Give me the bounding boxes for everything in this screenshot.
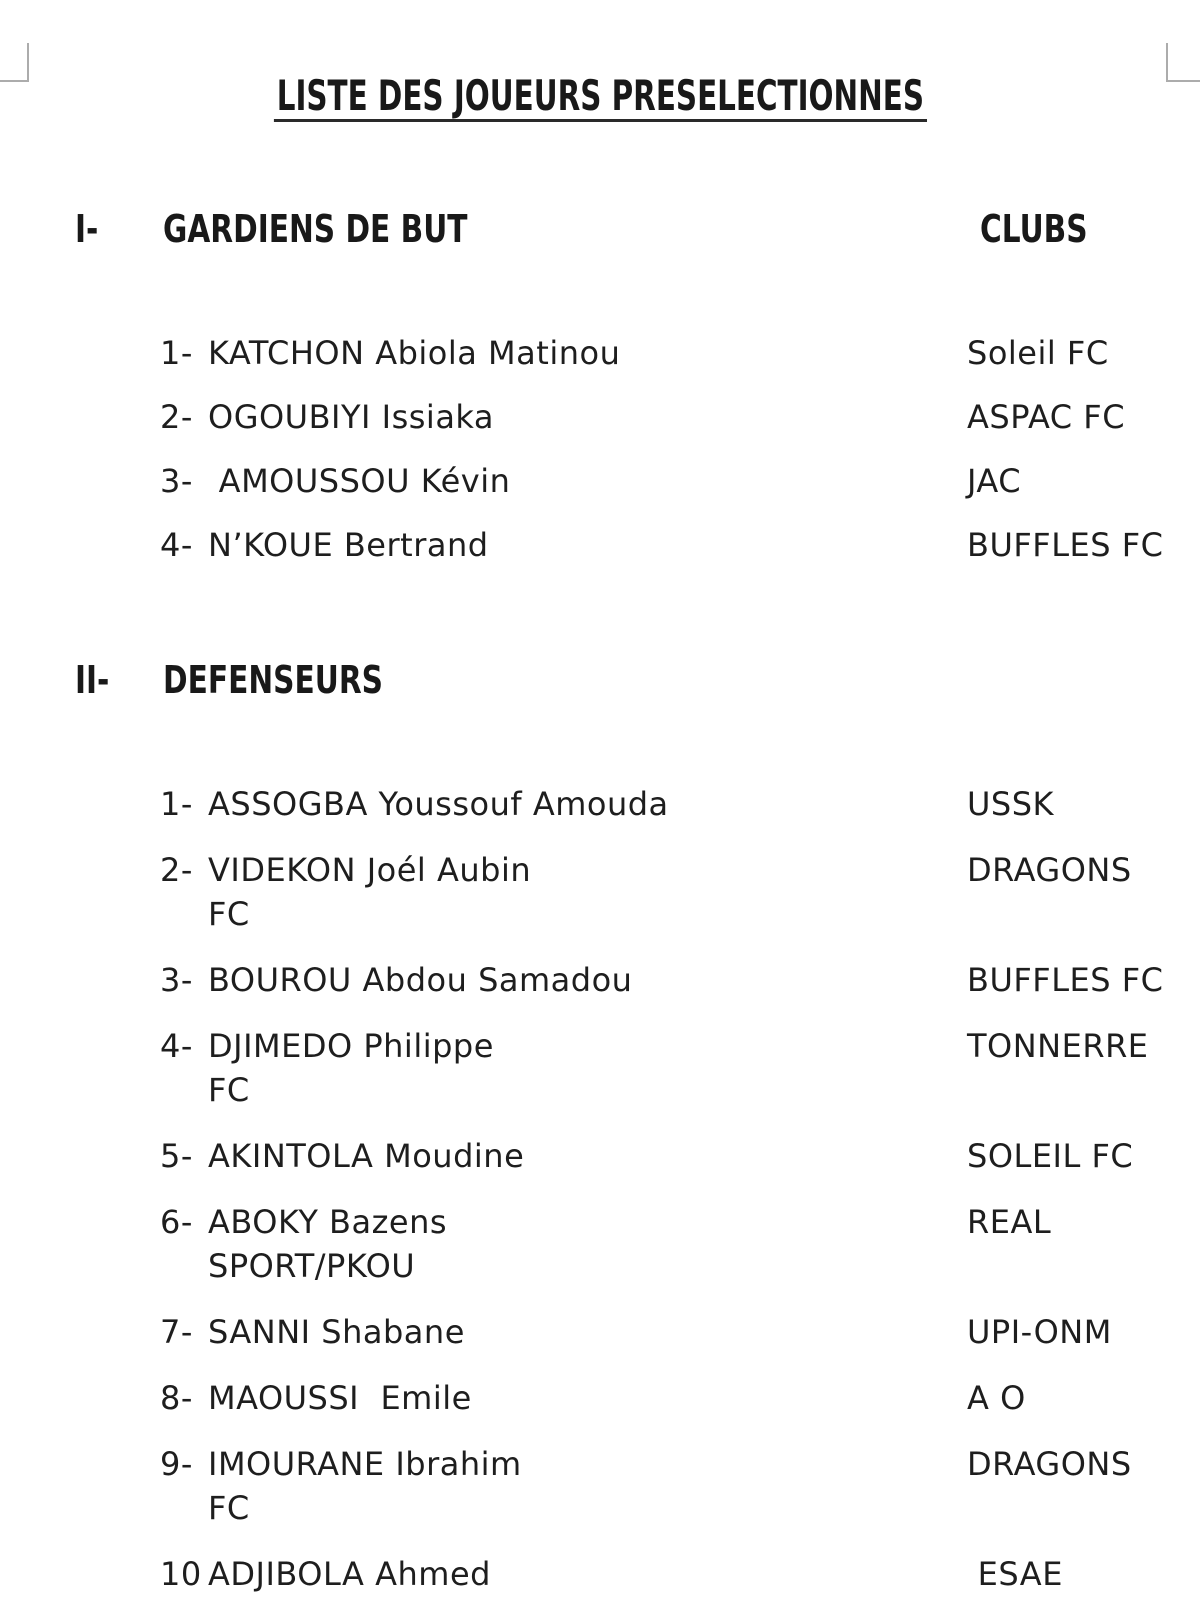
player-name: ABOKY Bazens — [208, 1203, 448, 1241]
player-number: 5- — [160, 1137, 193, 1175]
player-club: A O — [967, 1379, 1026, 1417]
player-name: SANNI Shabane — [208, 1313, 465, 1351]
clubs-column-header: CLUBS — [980, 207, 1088, 251]
player-club: SOLEIL FC — [967, 1137, 1134, 1175]
player-name: ASSOGBA Youssouf Amouda — [208, 785, 669, 823]
player-name: IMOURANE Ibrahim — [208, 1445, 522, 1483]
player-row — [0, 1310, 1200, 1354]
player-row — [0, 523, 1200, 567]
player-name: AMOUSSOU Kévin — [208, 462, 511, 500]
player-club: BUFFLES FC — [967, 526, 1164, 564]
section-2-title: DEFENSEURS — [163, 658, 383, 702]
section-1-heading-row — [0, 207, 1200, 251]
title-row — [0, 71, 1200, 122]
player-row — [0, 1376, 1200, 1420]
player-row — [0, 848, 1200, 936]
page-title: LISTE DES JOUEURS PRESELECTIONNES — [274, 75, 927, 122]
player-number: 1- — [160, 785, 193, 823]
player-row — [0, 958, 1200, 1002]
player-club: UPI-ONM — [967, 1313, 1112, 1351]
player-number: 6- — [160, 1203, 193, 1241]
player-name: ADJIBOLA Ahmed — [208, 1555, 491, 1593]
text-boundary-corner-mark-top-right — [1166, 43, 1200, 82]
player-name: N’KOUE Bertrand — [208, 526, 489, 564]
player-name: MAOUSSI Emile — [208, 1379, 472, 1417]
player-number: 7- — [160, 1313, 193, 1351]
player-row — [0, 459, 1200, 503]
player-name: AKINTOLA Moudine — [208, 1137, 525, 1175]
defenders-list — [0, 782, 1200, 1596]
player-name: OGOUBIYI Issiaka — [208, 398, 494, 436]
player-name: BOUROU Abdou Samadou — [208, 961, 633, 999]
player-row — [0, 1134, 1200, 1178]
section-1-numeral: I- — [75, 207, 99, 251]
player-name: VIDEKON Joél Aubin — [208, 851, 532, 889]
player-club: DRAGONS — [967, 1445, 1132, 1483]
goalkeepers-list — [0, 331, 1200, 567]
player-row — [0, 1442, 1200, 1530]
player-club: Soleil FC — [967, 334, 1109, 372]
player-club: REAL — [967, 1203, 1052, 1241]
section-1-title: GARDIENS DE BUT — [163, 207, 468, 251]
player-number: 1- — [160, 334, 193, 372]
player-club: USSK — [967, 785, 1055, 823]
player-row — [0, 395, 1200, 439]
player-row — [0, 1200, 1200, 1288]
player-number: 8- — [160, 1379, 193, 1417]
player-club: ASPAC FC — [967, 398, 1126, 436]
player-club-wrap: FC — [208, 1071, 250, 1109]
player-number: 3- — [160, 961, 193, 999]
section-2-heading-row — [0, 658, 1200, 702]
player-club: TONNERRE — [967, 1027, 1149, 1065]
player-row — [0, 782, 1200, 826]
player-club-wrap: FC — [208, 1489, 250, 1527]
player-name: KATCHON Abiola Matinou — [208, 334, 621, 372]
player-number: 4- — [160, 526, 193, 564]
player-number: 2- — [160, 398, 193, 436]
player-row — [0, 1024, 1200, 1112]
player-club: BUFFLES FC — [967, 961, 1164, 999]
player-club: JAC — [967, 462, 1022, 500]
player-club: DRAGONS — [967, 851, 1132, 889]
player-club-wrap: FC — [208, 895, 250, 933]
player-row — [0, 331, 1200, 375]
player-row — [0, 1552, 1200, 1596]
player-name: DJIMEDO Philippe — [208, 1027, 494, 1065]
player-number: 4- — [160, 1027, 193, 1065]
player-club: ESAE — [967, 1555, 1063, 1593]
section-2-numeral: II- — [75, 658, 110, 702]
player-number: 10 — [160, 1555, 202, 1593]
text-boundary-corner-mark-top-left — [0, 43, 29, 82]
player-number: 2- — [160, 851, 193, 889]
player-number: 9- — [160, 1445, 193, 1483]
player-club-wrap: SPORT/PKOU — [208, 1247, 416, 1285]
player-number: 3- — [160, 462, 193, 500]
